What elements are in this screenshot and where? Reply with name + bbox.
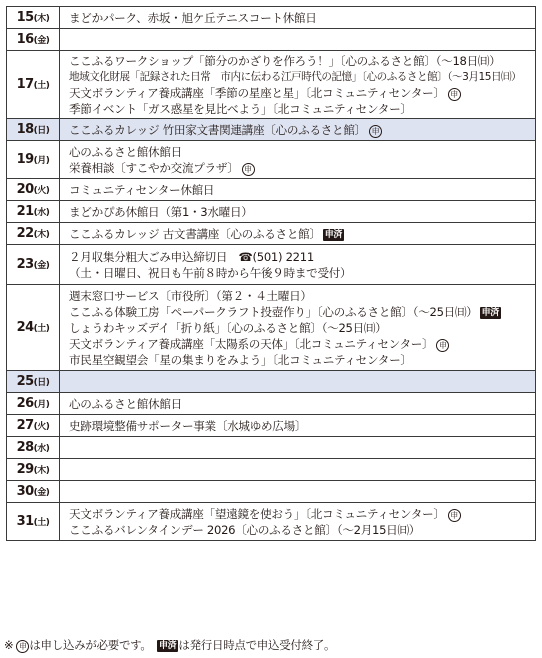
application-required-icon: 申 xyxy=(448,509,461,522)
event-text: 史跡環境整備サポーター事業〔水城ゆめ広場〕 xyxy=(69,418,307,433)
events-cell xyxy=(60,481,536,503)
event-item xyxy=(69,320,535,336)
event-text: 天文ボランティア養成講座「季節の星座と星」〔北コミュニティセンター〕 xyxy=(69,85,445,100)
event-item xyxy=(69,396,535,412)
events-cell xyxy=(60,371,536,393)
weekday-mark: 月 xyxy=(37,156,46,166)
event-text: しょうわキッズデイ「折り紙」〔心のふるさと館〕（～25日㈰） xyxy=(69,320,387,335)
event-text: 心のふるさと館休館日 xyxy=(69,396,182,411)
event-item xyxy=(69,288,535,304)
date-cell: 25(日) xyxy=(7,371,60,393)
event-item xyxy=(69,506,535,522)
date-cell: 17(土) xyxy=(7,51,60,119)
event-text: ここふるワークショップ「節分のかざりを作ろう！」〔心のふるさと館〕（～18日㈰） xyxy=(69,53,501,68)
calendar-row xyxy=(7,29,536,51)
events-cell xyxy=(60,415,536,437)
calendar-row xyxy=(7,481,536,503)
application-required-icon: 申 xyxy=(448,88,461,101)
calendar-row xyxy=(7,393,536,415)
calendar-row xyxy=(7,201,536,223)
day-number: 16 xyxy=(16,32,34,47)
weekday-mark: 木 xyxy=(37,230,46,240)
date-cell: 29(木) xyxy=(7,459,60,481)
events-cell xyxy=(60,223,536,245)
day-number: 17 xyxy=(16,77,34,92)
day-number: 20 xyxy=(16,182,34,197)
date-cell: 26(月) xyxy=(7,393,60,415)
day-number: 29 xyxy=(16,462,34,477)
calendar-row xyxy=(7,119,536,141)
event-text: 市民星空観望会「星の集まりをみよう」〔北コミュニティセンター〕 xyxy=(69,352,412,367)
date-cell: 22(木) xyxy=(7,223,60,245)
weekday-mark: 月 xyxy=(37,400,46,410)
event-text: まどかぴあ休館日（第1・3水曜日） xyxy=(69,204,253,219)
weekday-mark: 木 xyxy=(37,466,46,476)
weekday-mark: 土 xyxy=(37,518,46,528)
footnote-text-2: は発行日時点で申込受付終了。 xyxy=(178,638,336,652)
event-item xyxy=(69,10,535,26)
calendar-row xyxy=(7,415,536,437)
calendar-body xyxy=(7,7,536,541)
event-item xyxy=(69,336,535,352)
date-cell: 24(土) xyxy=(7,285,60,371)
weekday-mark: 日 xyxy=(37,378,46,388)
application-closed-badge: 申済 xyxy=(324,229,343,240)
calendar-row xyxy=(7,437,536,459)
event-item xyxy=(69,53,535,69)
event-item xyxy=(69,352,535,368)
weekday-mark: 木 xyxy=(37,14,46,24)
date-cell: 30(金) xyxy=(7,481,60,503)
event-item xyxy=(69,182,535,198)
event-text: 週末窓口サービス〔市役所〕（第２・４土曜日） xyxy=(69,288,312,303)
events-cell xyxy=(60,179,536,201)
application-required-icon: 申 xyxy=(242,163,255,176)
date-cell: 31(土) xyxy=(7,503,60,541)
weekday-mark: 土 xyxy=(37,324,46,334)
event-text: 天文ボランティア養成講座「望遠鏡を使おう」〔北コミュニティセンター〕 xyxy=(69,506,445,521)
date-cell: 16(金) xyxy=(7,29,60,51)
weekday-mark: 日 xyxy=(37,126,46,136)
events-cell xyxy=(60,201,536,223)
day-number: 21 xyxy=(16,204,34,219)
event-text: コミュニティセンター休館日 xyxy=(69,182,215,197)
event-item xyxy=(69,85,535,101)
event-item xyxy=(69,522,535,538)
event-item xyxy=(69,226,535,242)
footnote-lead: ※ xyxy=(4,638,14,652)
calendar-row xyxy=(7,179,536,201)
events-cell xyxy=(60,141,536,179)
calendar-row xyxy=(7,285,536,371)
date-cell: 18(日) xyxy=(7,119,60,141)
footnote xyxy=(4,637,335,653)
events-cell xyxy=(60,459,536,481)
event-text: まどかパーク、赤坂・旭ケ丘テニスコート休館日 xyxy=(69,10,317,25)
event-item xyxy=(69,122,535,138)
application-closed-badge: 申済 xyxy=(158,641,177,651)
events-cell xyxy=(60,285,536,371)
application-required-icon: 申 xyxy=(369,125,382,138)
day-number: 24 xyxy=(16,320,34,335)
day-number: 15 xyxy=(16,10,34,25)
weekday-mark: 金 xyxy=(37,261,46,271)
date-cell: 27(火) xyxy=(7,415,60,437)
calendar-row xyxy=(7,503,536,541)
date-cell: 20(火) xyxy=(7,179,60,201)
events-cell xyxy=(60,29,536,51)
event-text: 地域文化財展「記録された日常 市内に伝わる江戸時代の記憶」〔心のふるさと館〕（～3月15日㈰） xyxy=(69,70,522,83)
event-item xyxy=(69,69,535,85)
date-cell: 23(金) xyxy=(7,245,60,285)
day-number: 19 xyxy=(16,152,34,167)
event-text: 季節イベント「ガス惑星を見比べよう」〔北コミュニティセンター〕 xyxy=(69,101,412,116)
events-cell xyxy=(60,119,536,141)
day-number: 23 xyxy=(16,257,34,272)
events-cell xyxy=(60,393,536,415)
weekday-mark: 水 xyxy=(37,208,46,218)
event-item xyxy=(69,265,535,281)
event-item xyxy=(69,249,535,265)
event-item xyxy=(69,144,535,160)
event-item xyxy=(69,101,535,117)
application-required-icon: 申 xyxy=(436,339,449,352)
events-cell xyxy=(60,51,536,119)
event-text: ここふるカレッジ 古文書講座〔心のふるさと館〕 xyxy=(69,226,321,241)
day-number: 26 xyxy=(16,396,34,411)
event-text: ここふるカレッジ 竹田家文書関連講座〔心のふるさと館〕 xyxy=(69,122,366,137)
day-number: 31 xyxy=(16,514,34,529)
events-cell xyxy=(60,7,536,29)
event-item xyxy=(69,418,535,434)
application-closed-badge: 申済 xyxy=(481,307,499,318)
date-cell: 21(水) xyxy=(7,201,60,223)
calendar-row xyxy=(7,459,536,481)
calendar-row xyxy=(7,51,536,119)
day-number: 25 xyxy=(16,374,34,389)
calendar-row xyxy=(7,7,536,29)
event-text: 栄養相談〔すこやか交流プラザ〕 xyxy=(69,160,239,175)
events-cell xyxy=(60,245,536,285)
event-item xyxy=(69,304,535,320)
calendar-row xyxy=(7,371,536,393)
weekday-mark: 水 xyxy=(37,444,46,454)
event-text: ここふるバレンタインデー 2026〔心のふるさと館〕（～2月15日㈰） xyxy=(69,522,421,537)
calendar-row xyxy=(7,245,536,285)
event-item xyxy=(69,160,535,176)
calendar-row xyxy=(7,141,536,179)
date-cell: 28(水) xyxy=(7,437,60,459)
event-text: ここふる体験工房「ペーパークラフト投壺作り」〔心のふるさと館〕（～25日㈰） xyxy=(69,304,478,319)
event-text: 心のふるさと館休館日 xyxy=(69,144,182,159)
event-text: ２月収集分粗大ごみ申込締切日 ☎(501) 2211 xyxy=(69,249,314,264)
event-text: 天文ボランティア養成講座「太陽系の天体」〔北コミュニティセンター〕 xyxy=(69,336,434,351)
event-item xyxy=(69,204,535,220)
weekday-mark: 火 xyxy=(37,186,46,196)
day-number: 27 xyxy=(16,418,34,433)
day-number: 18 xyxy=(16,122,34,137)
events-cell xyxy=(60,437,536,459)
events-cell xyxy=(60,503,536,541)
day-number: 22 xyxy=(16,226,34,241)
weekday-mark: 土 xyxy=(37,81,46,91)
weekday-mark: 金 xyxy=(37,36,46,46)
date-cell: 19(月) xyxy=(7,141,60,179)
calendar-row xyxy=(7,223,536,245)
day-number: 30 xyxy=(16,484,34,499)
footnote-text-1: は申し込みが必要です。 xyxy=(29,638,152,652)
day-number: 28 xyxy=(16,440,34,455)
application-required-icon: 申 xyxy=(16,640,29,653)
event-calendar-table xyxy=(6,6,536,541)
event-text: （土・日曜日、祝日も午前８時から午後９時まで受付） xyxy=(69,265,352,280)
weekday-mark: 金 xyxy=(37,488,46,498)
weekday-mark: 火 xyxy=(37,422,46,432)
date-cell: 15(木) xyxy=(7,7,60,29)
